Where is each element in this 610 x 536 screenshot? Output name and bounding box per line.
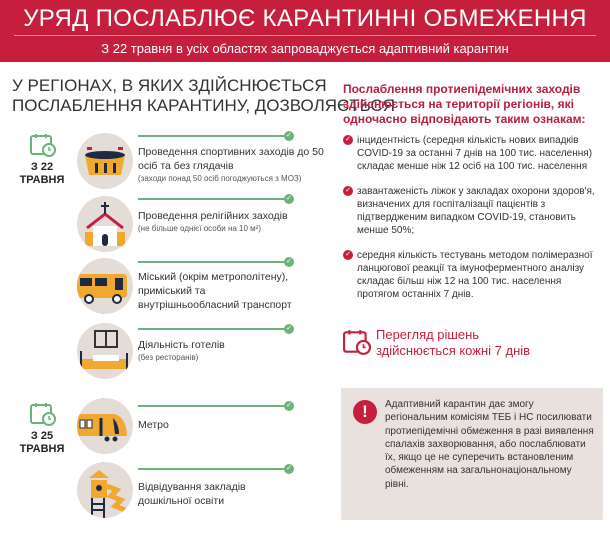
list-item: Проведення релігійних заходів (не більше однієї особи на 10 м²)	[138, 210, 288, 233]
check-icon: ✓	[284, 257, 294, 267]
left-heading	[12, 76, 395, 116]
metro-train-icon	[77, 398, 133, 454]
divider	[14, 35, 596, 36]
check-icon: ✓	[284, 464, 294, 474]
calendar-icon	[30, 402, 56, 426]
check-icon: ✓	[284, 131, 294, 141]
notice-text: Адаптивний карантин дає змогу регіональним комісіям ТЕБ і НС посилювати протиепідемічні обмеження в разі виявлення спалахів захворювання, або послаблювати їх, якщо це не суперечить встановленим обмеженням на загальнонаціональному рівні.	[385, 399, 594, 490]
church-icon	[77, 196, 133, 252]
check-icon: ✓	[284, 401, 294, 411]
list-item: Проведення спортивних заходів до 50 осіб та без глядачів (заходи понад 50 осіб погоджуються з МОЗ)	[138, 146, 324, 183]
check-icon: ✓	[343, 186, 353, 196]
criteria-item: ✓ середня кількість тестувань методом полімеразної ланцюгової реакції та імуноферментного аналізу складає більш ніж 12 на 100 тис. населення протягом останніх 7 днів.	[343, 249, 605, 301]
left-heading-line1: У РЕГІОНАХ, В ЯКИХ ЗДІЙСНЮЄТЬСЯ	[12, 76, 327, 95]
review-note: Перегляд рішень здійснюється кожні 7 днів	[376, 327, 531, 358]
calendar-icon	[30, 133, 56, 157]
list-item: Діяльність готелів (без ресторанів)	[138, 339, 225, 362]
list-item: Відвідування закладів дошкільної освіти	[138, 481, 246, 507]
check-icon: ✓	[343, 250, 353, 260]
list-item: Метро	[138, 419, 169, 431]
date-label: З 22 ТРАВНЯ	[19, 161, 65, 186]
criteria-item: ✓ завантаженість ліжок у закладах охорони здоров'я, визначених для госпіталізації пацієнтів з підтвердженим випадком COVID-19, становить менше 50%;	[343, 185, 605, 237]
check-icon: ✓	[284, 324, 294, 334]
page-title: УРЯД ПОСЛАБЛЮЄ КАРАНТИННІ ОБМЕЖЕННЯ	[23, 5, 587, 32]
list-item: Міський (окрім метрополітену), приміський та внутрішньообласний транспорт	[138, 271, 292, 311]
bus-icon	[77, 258, 133, 314]
criteria-item: ✓ інцидентність (середня кількість нових випадків COVID-19 за останні 7 днів на 100 тис. населення) складає менше ніж 12 осіб на 100 тис. населення	[343, 134, 605, 173]
hotel-bed-icon	[77, 323, 133, 379]
check-icon: ✓	[284, 194, 294, 204]
criteria-list	[343, 134, 605, 301]
calendar-icon	[343, 329, 371, 355]
date-label: З 25 ТРАВНЯ	[19, 430, 65, 455]
exclamation-icon: !	[353, 400, 377, 424]
playground-icon	[77, 462, 133, 518]
criteria-heading: Послаблення протиепідемічних заходів здійснюється на території регіонів, які одночасно відповідають таким ознакам:	[343, 82, 586, 126]
check-icon: ✓	[343, 135, 353, 145]
header-banner	[0, 0, 610, 62]
subtitle: З 22 травня в усіх областях запроваджується адаптивний карантин	[101, 41, 509, 56]
stadium-icon	[77, 133, 133, 189]
notice-box	[341, 388, 603, 520]
left-heading-line2: ПОСЛАБЛЕННЯ КАРАНТИНУ, ДОЗВОЛЯЄТЬСЯ	[12, 96, 395, 115]
